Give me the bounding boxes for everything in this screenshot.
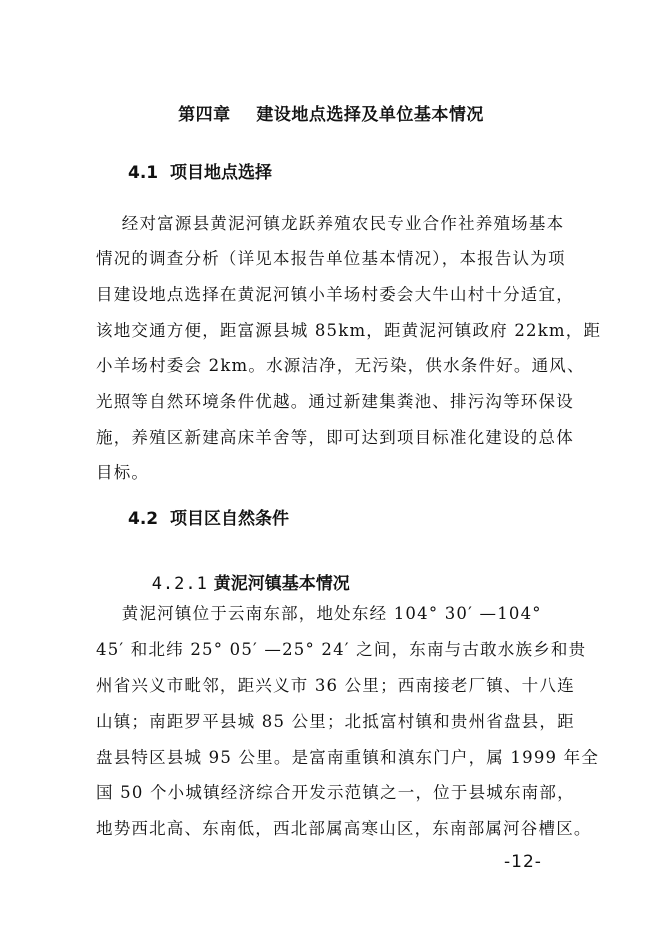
paragraph-line: 山镇；南距罗平县城 85 公里；北抵富村镇和贵州省盘县，距 <box>96 712 575 731</box>
section-heading-4-1: 4.1 项目地点选择 <box>128 163 272 183</box>
paragraph-line: 州省兴义市毗邻，距兴义市 36 公里；西南接老厂镇、十八连 <box>96 676 575 695</box>
paragraph-line: 盘县特区县城 95 公里。是富南重镇和滇东门户，属 1999 年全 <box>96 748 600 767</box>
chapter-title: 第四章 建设地点选择及单位基本情况 <box>178 105 484 125</box>
paragraph-line: 45′ 和北纬 25° 05′ —25° 24′ 之间，东南与古敢水族乡和贵 <box>96 640 587 659</box>
paragraph-line: 经对富源县黄泥河镇龙跃养殖农民专业合作社养殖场基本 <box>96 214 565 233</box>
paragraph-line: 情况的调查分析（详见本报告单位基本情况），本报告认为项 <box>96 249 566 268</box>
paragraph-line: 目标。 <box>96 463 150 482</box>
paragraph-line: 施，养殖区新建高床羊舍等，即可达到项目标准化建设的总体 <box>96 428 574 447</box>
page-number: -12- <box>504 852 542 872</box>
paragraph-line: 地势西北高、东南低，西北部属高寒山区，东南部属河谷槽区。 <box>96 819 592 838</box>
section-heading-4-2: 4.2 项目区自然条件 <box>128 509 289 529</box>
paragraph-line: 该地交通方便，距富源县城 85km，距黄泥河镇政府 22km，距 <box>96 321 602 340</box>
paragraph-line: 小羊场村委会 2km。水源洁净，无污染，供水条件好。通风、 <box>96 356 585 375</box>
paragraph-line: 光照等自然环境条件优越。通过新建集粪池、排污沟等环保设 <box>96 392 574 411</box>
paragraph-line: 国 50 个小城镇经济综合开发示范镇之一，位于县城东南部， <box>96 783 575 802</box>
subsection-number: 4.2.1 <box>151 574 208 594</box>
paragraph-line: 目建设地点选择在黄泥河镇小羊场村委会大牛山村十分适宜， <box>96 285 574 304</box>
subsection-title: 黄泥河镇基本情况 <box>207 574 350 594</box>
paragraph-line: 黄泥河镇位于云南东部，地处东经 104° 30′ —104° <box>96 604 542 623</box>
